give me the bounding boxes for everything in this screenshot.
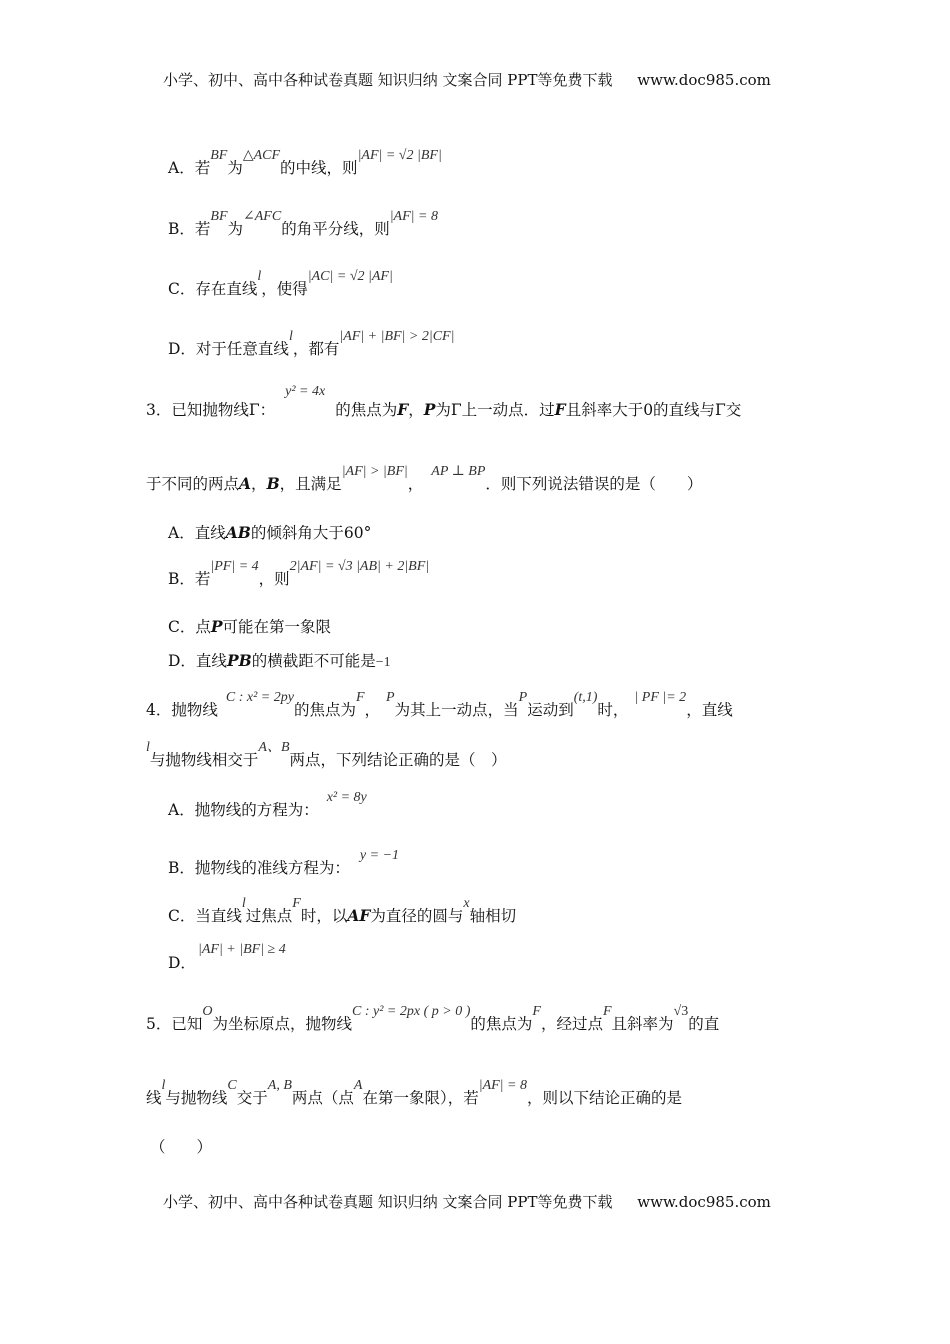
var-pb: PB — [226, 651, 252, 670]
q5-stem-line2 — [146, 1078, 682, 1110]
page-header — [163, 70, 771, 90]
math-expr: x² = 8y — [326, 790, 367, 805]
question-text: 于不同的两点 — [146, 475, 240, 493]
q4-option-d-expr — [198, 938, 286, 960]
question-text: 时， — [597, 701, 629, 719]
question-text: 线 — [146, 1089, 162, 1107]
math-expr: A — [353, 1078, 363, 1093]
question-text: 的焦点为 — [470, 1015, 533, 1033]
option-text: ，都有 — [292, 340, 340, 358]
math-expr: A、B — [258, 740, 290, 755]
question-text: ，且满足 — [279, 475, 342, 493]
math-expr: BF — [210, 148, 228, 163]
question-text: 且斜率为 — [611, 1015, 674, 1033]
math-expr: 2|AF| = √3 |AB| + 2|BF| — [289, 559, 430, 574]
math-expr: C : y² = 2px ( p > 0 ) — [352, 1004, 471, 1019]
question-text: 3．已知抛物线Γ： — [146, 401, 276, 419]
option-text: 时，以 — [300, 907, 348, 925]
question-text: 5．已知 — [146, 1015, 203, 1033]
math-expr: l — [257, 269, 262, 284]
math-expr: AP ⊥ BP — [431, 464, 486, 479]
q5-stem-line1 — [146, 1004, 720, 1036]
math-expr: ∠AFC — [243, 209, 282, 224]
var-ab: AB — [225, 523, 251, 542]
question-text: 与抛物线 — [165, 1089, 228, 1107]
math-expr: (t,1) — [573, 690, 598, 705]
question-text: 为Γ上一动点．过 — [435, 401, 555, 419]
page-footer — [163, 1192, 771, 1212]
option-text: D．直线 — [168, 652, 227, 670]
question-text: ， — [251, 475, 267, 493]
question-text: 两点，下列结论正确的是（ ） — [289, 751, 507, 769]
math-expr: l — [288, 329, 293, 344]
math-expr: C : x² = 2py — [225, 690, 294, 705]
footer-url: www.doc985.com — [637, 1193, 771, 1211]
option-text: C．当直线 — [168, 907, 242, 925]
math-expr: P — [518, 690, 528, 705]
option-text: 可能在第一象限 — [222, 618, 332, 636]
q4-option-d — [168, 953, 196, 973]
option-text: 的角平分线，则 — [281, 220, 390, 238]
math-expr: |PF| = 4 — [210, 559, 259, 574]
option-text: A．抛物线的方程为： — [168, 801, 319, 819]
option-text: 的倾斜角大于60° — [250, 524, 372, 542]
option-text: D．对于任意直线 — [168, 340, 289, 358]
question-text: 且斜率大于0的直线与Γ交 — [565, 401, 742, 419]
q4-stem-line1 — [146, 690, 733, 722]
header-text: 小学、初中、高中各种试卷真题 知识归纳 文案合同 PPT等免费下载 — [163, 71, 613, 89]
math-expr: l — [241, 896, 246, 911]
question-text: 在第一象限），若 — [362, 1089, 479, 1107]
question-text: 的焦点为 — [293, 701, 356, 719]
option-text: D． — [168, 954, 196, 972]
q5-answer-paren — [150, 1137, 212, 1157]
option-text: C．存在直线 — [168, 280, 258, 298]
math-expr: |AF| = 8 — [389, 209, 438, 224]
question-text: ， — [364, 701, 381, 719]
math-expr: | PF |= 2 — [634, 690, 687, 705]
q2-option-d — [168, 329, 455, 361]
math-expr: C — [227, 1078, 237, 1093]
math-expr: |AF| + |BF| > 2|CF| — [339, 329, 455, 344]
question-text: ，则以下结论正确的是 — [526, 1089, 682, 1107]
question-text: ，直线 — [686, 701, 733, 719]
math-expr: F — [355, 690, 365, 705]
math-expr: y = −1 — [359, 848, 400, 863]
q4-option-c — [168, 896, 517, 928]
option-text: 为 — [227, 220, 244, 238]
math-expr: O — [202, 1004, 213, 1019]
math-expr: |AC| = √2 |AF| — [307, 269, 393, 284]
option-text: B．若 — [168, 220, 211, 238]
math-expr: |AF| + |BF| ≥ 4 — [198, 942, 286, 957]
option-text: ，使得 — [261, 280, 308, 298]
q3-stem-line1 — [146, 384, 742, 422]
option-text: 的中线，则 — [280, 159, 358, 177]
q3-option-a — [168, 523, 371, 543]
option-text: C．点 — [168, 618, 211, 636]
math-expr: |AF| = 8 — [478, 1078, 527, 1093]
option-text: ，则 — [258, 570, 290, 588]
question-text: 的直 — [688, 1015, 720, 1033]
math-expr: △ACF — [242, 148, 281, 163]
var-b: B — [266, 474, 280, 493]
question-text: 为坐标原点，抛物线 — [212, 1015, 353, 1033]
var-f: F — [554, 400, 566, 419]
question-text: 为其上一动点，当 — [394, 701, 519, 719]
question-text: ， — [408, 401, 424, 419]
var-a: A — [239, 474, 252, 493]
question-text: 交于 — [236, 1089, 268, 1107]
question-text: ， — [407, 475, 424, 493]
math-expr: |AF| > |BF| — [341, 464, 408, 479]
question-text: ．则下列说法错误的是（ ） — [485, 475, 703, 493]
question-text: 运动到 — [527, 701, 574, 719]
q3-stem-line2 — [146, 464, 703, 496]
q4-option-b — [168, 848, 400, 880]
option-text: 为直径的圆与 — [370, 907, 464, 925]
question-text: 与抛物线相交于 — [149, 751, 259, 769]
math-expr: F — [532, 1004, 541, 1019]
math-expr: y² = 4x — [285, 384, 326, 399]
math-expr: BF — [210, 209, 228, 224]
var-p: P — [210, 617, 223, 636]
q2-option-b — [168, 209, 438, 241]
option-text: B．抛物线的准线方程为： — [168, 859, 350, 877]
option-text: 过焦点 — [245, 907, 293, 925]
math-expr: √3 — [673, 1004, 689, 1019]
question-text: ，经过点 — [540, 1015, 603, 1033]
math-expr: l — [161, 1078, 166, 1093]
q2-option-a — [168, 148, 442, 180]
math-expr: x — [463, 896, 470, 911]
option-text: 的横截距不可能是 — [251, 652, 376, 670]
math-expr: l — [146, 740, 150, 755]
math-expr: A, B — [267, 1078, 292, 1093]
option-text: B．若 — [168, 570, 211, 588]
var-p: P — [423, 400, 436, 419]
math-expr: F — [292, 896, 301, 911]
footer-text: 小学、初中、高中各种试卷真题 知识归纳 文案合同 PPT等免费下载 — [163, 1193, 613, 1211]
question-text: 的焦点为 — [335, 401, 398, 419]
math-expr: |AF| = √2 |BF| — [357, 148, 442, 163]
option-text: 轴相切 — [469, 907, 517, 925]
math-expr: P — [386, 690, 395, 705]
q3-option-c — [168, 617, 331, 637]
q3-option-b — [168, 559, 430, 591]
math-expr: −1 — [375, 655, 391, 670]
question-text: 4．抛物线 — [146, 701, 218, 719]
question-text: （ ） — [150, 1138, 213, 1156]
var-f: F — [397, 400, 409, 419]
q4-stem-line2 — [146, 740, 507, 772]
question-text: 两点（点 — [291, 1089, 354, 1107]
header-url: www.doc985.com — [637, 71, 771, 89]
q4-option-a — [168, 790, 367, 822]
q3-option-d — [168, 651, 391, 673]
option-text: A．若 — [168, 159, 211, 177]
var-af: AF — [347, 906, 371, 925]
option-text: A．直线 — [168, 524, 226, 542]
q2-option-c — [168, 269, 393, 301]
math-expr: F — [602, 1004, 612, 1019]
option-text: 为 — [227, 159, 243, 177]
